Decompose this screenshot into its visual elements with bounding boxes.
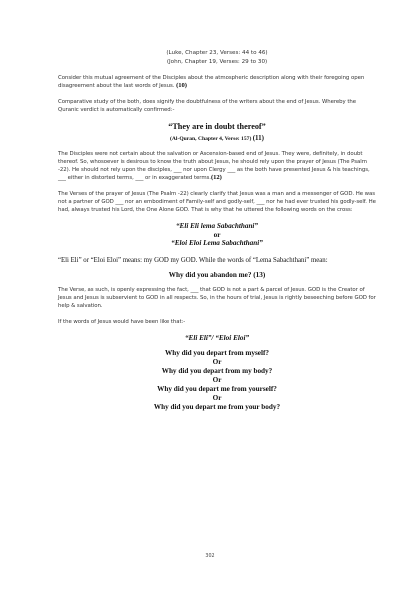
paragraph-agreement-text: Consider this mutual agreement of the Disciples about the atmospheric description along with their foregoing open disagreement about the last words of Jesus. bbox=[58, 75, 365, 89]
paragraph-verse-fact: The Verse, as such, is openly expressing the fact, ___ that GOD is not a part & parcel of Jesus. GOD is the Creator of Jesus and Jesus is subservient to GOD in all respects. So, in the hours of trial, Jesus is rightly beseeching before GOD for help & salvation. bbox=[58, 287, 376, 309]
paragraph-if-words: If the words of Jesus would have been like that:- bbox=[58, 319, 186, 325]
paragraph-meaning: “Eli Eli” or “Eloi Eloi” means: my GOD my GOD. While the words of “Lema Sabachthani” mean: bbox=[58, 257, 328, 264]
hypothetical-title: “Eli Eli”/ “Eloi Eloi” bbox=[184, 334, 250, 342]
page-number: 302 bbox=[205, 554, 215, 559]
hypothetical-or-3: Or bbox=[212, 394, 222, 402]
abandon-line bbox=[58, 271, 376, 280]
footnote-ref-12: (12) bbox=[210, 174, 222, 181]
footnote-ref-13: (13) bbox=[253, 271, 266, 279]
document-page bbox=[58, 48, 376, 412]
paragraph-disciples bbox=[58, 150, 376, 182]
hypothetical-or-1: Or bbox=[212, 358, 222, 366]
hypothetical-question-3: Why did you depart me from yourself? bbox=[157, 385, 277, 393]
cry-or: or bbox=[213, 231, 221, 239]
reference-john: (John, Chapter 19, Verses: 29 to 30) bbox=[166, 59, 268, 65]
abandon-question: Why did you abandon me? bbox=[168, 271, 252, 279]
quran-source: (Al-Quran, Chapter 4, Verse: 157) bbox=[170, 136, 252, 142]
hypothetical-question-4: Why did you depart me from your body? bbox=[153, 403, 281, 411]
quran-citation bbox=[58, 134, 376, 144]
cry-line-2: “Eloi Eloi Lema Sabachthani” bbox=[171, 239, 263, 247]
footnote-ref-11: (11) bbox=[252, 134, 264, 142]
paragraph-prayer: The Verses of the prayer of Jesus (The Psalm -22) clearly clarify that Jesus was a man and a messenger of GOD. He was not a partner of GOD ___ nor an embodiment of Family-self and godly-self, ___ nor he had ever trusted his godly-self. He had, always trusted his Lord, the One Alone GOD. That is why that he uttered the following words on the cross: bbox=[58, 191, 376, 213]
footnote-ref-10: (10) bbox=[176, 82, 187, 89]
hypothetical-or-2: Or bbox=[212, 376, 222, 384]
cry-line-1: “Eli Eli lema Sabachthani” bbox=[175, 222, 259, 230]
hypothetical-question-2: Why did you depart from my body? bbox=[161, 367, 273, 375]
quran-quote: “They are in doubt thereof” bbox=[168, 122, 266, 131]
reference-luke: (Luke, Chapter 23, Verses: 44 to 46) bbox=[166, 50, 268, 56]
hypothetical-question-1: Why did you depart from myself? bbox=[165, 349, 269, 357]
paragraph-agreement bbox=[58, 74, 376, 90]
paragraph-comparative: Comparative study of the both, does signify the doubtfulness of the writers about the end of Jesus. Whereby the Quranic verdict is automatically confirmed:- bbox=[58, 99, 357, 113]
paragraph-disciples-text: The Disciples were not certain about the salvation or Ascension-based end of Jesus. They were, definitely, in doubt thereof. So, whosoever is desirous to know the truth about Jesus, he should rely upon the prayer of Jesus (The Psalm -22). He should not rely upon the disciples, ___ nor upon Clergy ___ as the both have presented Jesus & his teachings, ___ either in distorted terms, ___ or in exaggerated terms. bbox=[58, 151, 370, 181]
